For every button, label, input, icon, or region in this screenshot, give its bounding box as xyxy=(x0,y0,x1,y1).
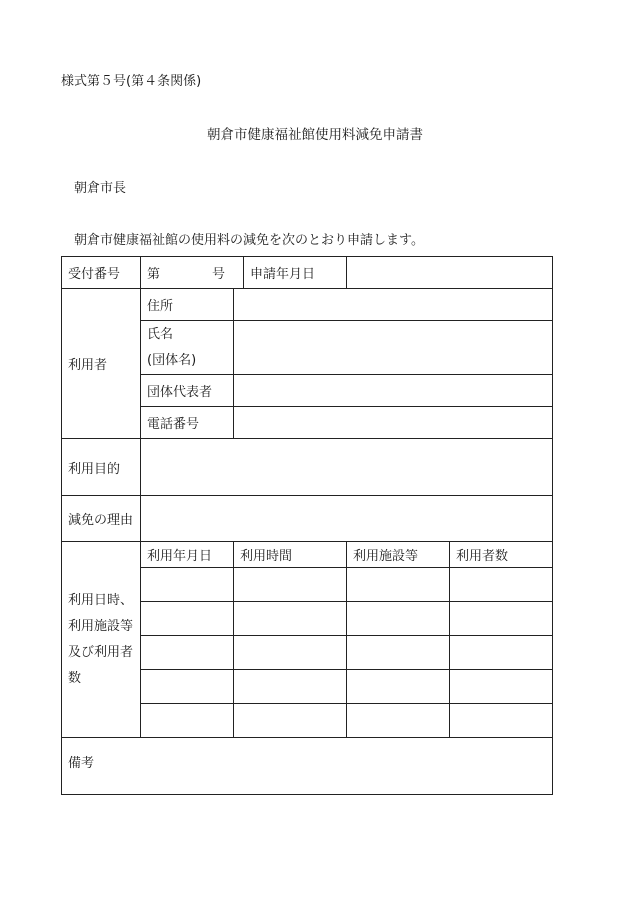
schedule-time-cell[interactable] xyxy=(234,568,347,602)
schedule-label-line2: 利用施設等 xyxy=(68,618,134,634)
address-field[interactable] xyxy=(234,289,553,321)
schedule-count-cell[interactable] xyxy=(450,670,553,704)
purpose-row xyxy=(62,439,553,496)
addressee: 朝倉市長 xyxy=(74,181,127,196)
address-row xyxy=(62,289,553,321)
reason-label: 減免の理由 xyxy=(62,496,141,542)
schedule-facility-cell[interactable] xyxy=(347,568,450,602)
col-time-header: 利用時間 xyxy=(234,542,347,568)
schedule-label xyxy=(62,542,141,738)
reason-field[interactable] xyxy=(141,496,553,542)
form-title: 朝倉市健康福祉館使用料減免申請書 xyxy=(207,127,423,143)
col-date-header: 利用年月日 xyxy=(141,542,234,568)
schedule-count-cell[interactable] xyxy=(450,568,553,602)
number-prefix: 第 xyxy=(147,267,161,282)
schedule-date-cell[interactable] xyxy=(141,568,234,602)
purpose-field[interactable] xyxy=(141,439,553,496)
purpose-label: 利用目的 xyxy=(62,439,141,496)
remarks-row xyxy=(62,738,553,795)
phone-field[interactable] xyxy=(234,407,553,439)
name-label-line2: (団体名) xyxy=(147,352,197,368)
schedule-time-cell[interactable] xyxy=(234,602,347,636)
schedule-facility-cell[interactable] xyxy=(347,670,450,704)
schedule-date-cell[interactable] xyxy=(141,704,234,738)
representative-label: 団体代表者 xyxy=(141,375,234,407)
application-statement: 朝倉市健康福祉館の使用料の減免を次のとおり申請します。 xyxy=(74,233,424,248)
application-form-table xyxy=(61,256,553,795)
schedule-facility-cell[interactable] xyxy=(347,704,450,738)
schedule-date-cell[interactable] xyxy=(141,636,234,670)
schedule-time-cell[interactable] xyxy=(234,704,347,738)
schedule-label-line3: 及び利用者 xyxy=(68,644,134,660)
schedule-label-line4: 数 xyxy=(68,670,82,686)
schedule-facility-cell[interactable] xyxy=(347,602,450,636)
representative-field[interactable] xyxy=(234,375,553,407)
remarks-field[interactable] xyxy=(62,738,553,795)
name-field[interactable] xyxy=(234,321,553,375)
application-date-label: 申請年月日 xyxy=(244,257,347,289)
schedule-time-cell[interactable] xyxy=(234,636,347,670)
remarks-label: 備考 xyxy=(68,756,95,771)
col-count-header: 利用者数 xyxy=(450,542,553,568)
applicant-label: 利用者 xyxy=(62,289,141,439)
col-facility-header: 利用施設等 xyxy=(347,542,450,568)
schedule-date-cell[interactable] xyxy=(141,670,234,704)
address-label: 住所 xyxy=(141,289,234,321)
reception-number-field[interactable] xyxy=(141,257,244,289)
form-number: 様式第５号(第４条関係) xyxy=(61,74,202,89)
phone-label: 電話番号 xyxy=(141,407,234,439)
name-label xyxy=(141,321,234,375)
reason-row xyxy=(62,496,553,542)
schedule-header-row xyxy=(62,542,553,568)
number-suffix: 号 xyxy=(212,267,226,282)
application-date-field[interactable] xyxy=(347,257,553,289)
name-label-line1: 氏名 xyxy=(147,326,174,342)
schedule-facility-cell[interactable] xyxy=(347,636,450,670)
schedule-count-cell[interactable] xyxy=(450,704,553,738)
reception-row xyxy=(62,257,553,289)
schedule-count-cell[interactable] xyxy=(450,602,553,636)
schedule-date-cell[interactable] xyxy=(141,602,234,636)
reception-number-label: 受付番号 xyxy=(62,257,141,289)
schedule-time-cell[interactable] xyxy=(234,670,347,704)
schedule-label-line1: 利用日時、 xyxy=(68,592,134,608)
schedule-count-cell[interactable] xyxy=(450,636,553,670)
